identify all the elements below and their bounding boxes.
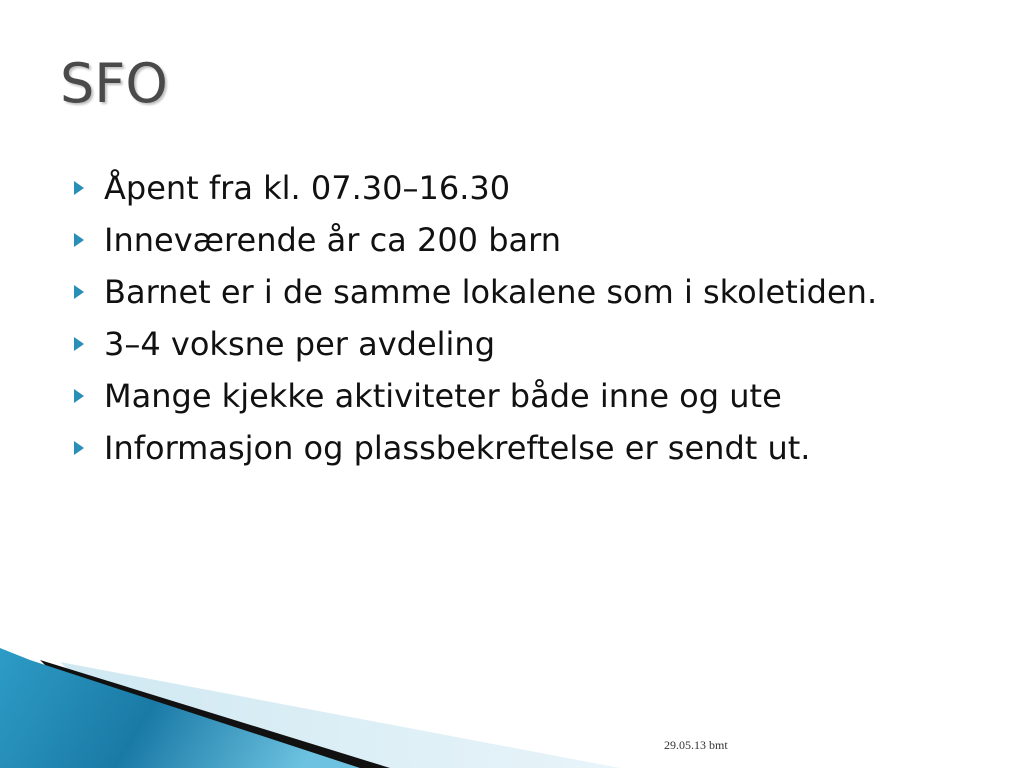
triangle-right-icon [74,389,84,403]
bullet-item [74,165,974,211]
bullet-item [74,269,974,315]
slide-title: SFO [60,52,168,115]
triangle-right-icon [74,441,84,455]
bullet-text: Inneværende år ca 200 barn [104,221,561,259]
bullet-text: Åpent fra kl. 07.30–16.30 [104,169,511,207]
triangle-right-icon [74,285,84,299]
triangle-right-icon [74,181,84,195]
bullet-item [74,217,974,263]
bullet-item [74,321,974,367]
bullet-text: Barnet er i de samme lokalene som i skoletiden. [104,273,878,311]
bullet-text: 3–4 voksne per avdeling [104,325,495,363]
bullet-list [74,165,974,477]
triangle-right-icon [74,233,84,247]
bullet-text: Mange kjekke aktiviteter både inne og ute [104,377,782,415]
triangle-right-icon [74,337,84,351]
footer-date: 29.05.13 bmt [664,738,728,752]
bullet-item [74,373,974,419]
bullet-text: Informasjon og plassbekreftelse er sendt ut. [104,429,811,467]
bullet-item [74,425,974,471]
